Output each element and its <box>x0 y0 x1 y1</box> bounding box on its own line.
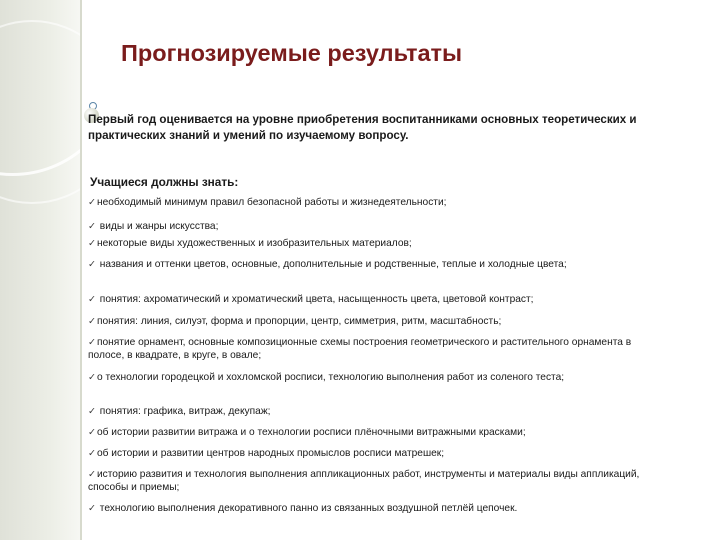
checkmark-icon: ✓ <box>88 469 96 480</box>
list-item-text: понятия: ахроматический и хроматический цвета, насыщенность цвета, цветовой контраст; <box>96 294 534 305</box>
list-item-text: понятие орнамент, основные композиционные схемы построения геометрического и растительного орнамента в полосе, в квадрате, в круге, в овале; <box>88 337 632 361</box>
list-item-text: об истории развитии витража и о технологии росписи плёночными витражными красками; <box>96 427 526 438</box>
checkmark-icon: ✓ <box>88 316 96 327</box>
decorative-side-band <box>0 0 82 540</box>
list-item-text: названия и оттенки цветов, основные, дополнительные и родственные, теплые и холодные цвета; <box>96 259 567 270</box>
checkmark-icon: ✓ <box>88 337 96 348</box>
list-item-text: о технологии городецкой и хохломской росписи, технологию выполнения работ из соленого теста; <box>96 372 565 383</box>
checkmark-icon: ✓ <box>88 197 96 208</box>
list-item <box>88 426 668 439</box>
intro-paragraph: Первый год оценивается на уровне приобретения воспитанниками основных теоретических и практических знаний и умений по изучаемому вопросу. <box>88 113 637 142</box>
checkmark-icon: ✓ <box>88 448 96 459</box>
list-item-text: об истории и развитии центров народных промыслов росписи матрешек; <box>96 448 445 459</box>
list-item-text: необходимый минимум правил безопасной работы и жизнедеятельности; <box>96 197 447 208</box>
checkmark-icon: ✓ <box>88 372 96 383</box>
list-item <box>88 315 668 328</box>
checkmark-icon: ✓ <box>88 503 96 514</box>
list-item <box>88 405 668 418</box>
list-item <box>88 220 668 233</box>
list-item-text: виды и жанры искусства; <box>96 221 219 232</box>
list-item <box>88 371 668 384</box>
list-item <box>88 196 668 209</box>
list-item-text: историю развития и технология выполнения аппликационных работ, инструменты и материалы виды аппликаций, способы и приемы; <box>88 469 640 493</box>
list-item <box>88 447 668 460</box>
list-item-text: понятия: линия, силуэт, форма и пропорции, центр, симметрия, ритм, масштабность; <box>96 316 502 327</box>
list-item-text: понятия: графика, витраж, декупаж; <box>96 406 271 417</box>
slide-title: Прогнозируемые результаты <box>121 40 463 66</box>
list-heading: Учащиеся должны знать: <box>90 175 239 189</box>
list-item <box>88 502 668 515</box>
list-item <box>88 237 668 250</box>
checkmark-icon: ✓ <box>88 238 96 249</box>
list-item <box>88 258 668 271</box>
checkmark-icon: ✓ <box>88 427 96 438</box>
checkmark-icon: ✓ <box>88 406 96 417</box>
list-item <box>88 293 668 306</box>
checkmark-icon: ✓ <box>88 259 96 270</box>
checkmark-icon: ✓ <box>88 221 96 232</box>
list-item <box>88 336 668 362</box>
list-item-text: технологию выполнения декоративного панно из связанных воздушной петлёй цепочек. <box>96 503 518 514</box>
side-band-edge <box>80 0 82 540</box>
checkmark-icon: ✓ <box>88 294 96 305</box>
list-item-text: некоторые виды художественных и изобразительных материалов; <box>96 238 412 249</box>
list-item <box>88 468 668 494</box>
